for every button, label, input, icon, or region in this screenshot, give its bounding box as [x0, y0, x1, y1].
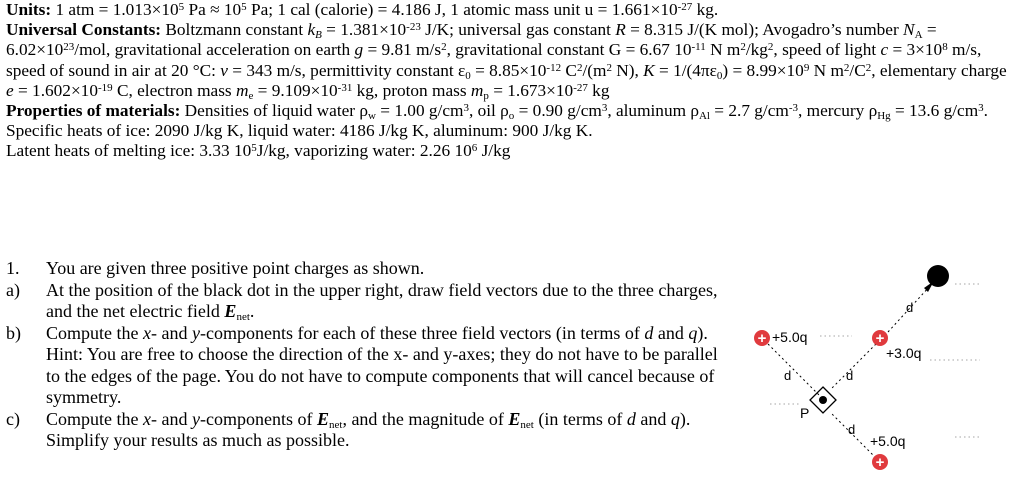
- charge-bottom-plus: +: [875, 454, 885, 471]
- part-c-label: c): [6, 408, 20, 429]
- charge-right-plus: +: [875, 330, 885, 347]
- materials-paragraph: Properties of materials: Densities of liquid water $\rho_w = 1.00$ $g/cm^3$, oil $\rho_o = 0.90$ $g/cm^3$, aluminum $\rho_{Al} = 2.7$ $g/cm^{-3}$, mercury $\rho_{Hg} = 13.6$ $g/cm^3$. Specific heats of ice: 2090 J/kg K, liquid water: 4186 J/kg K, aluminum: 900 J/kg K.: [6, 101, 988, 141]
- charge-left-plus: +: [757, 330, 767, 347]
- units-line: Units: 1 atm = $1.013\times 10^5$ $Pa \approx 10^5$ Pa; 1 cal (calorie) = 4.186 J, 1 atomic mass unit $u = 1.661\times 10^{-27}$ kg.: [6, 0, 719, 19]
- part-b-label: b): [6, 322, 21, 343]
- part-b: [6, 323, 736, 409]
- latent-heats-line: Latent heats of melting ice: 3.33 $10^5J/kg$, vaporizing water: 2.26 $10^6$ J/kg: [6, 141, 511, 161]
- distance-label-bottom: d: [848, 422, 856, 437]
- problem-number: 1.: [6, 258, 20, 278]
- charge-diagram: [740, 250, 1024, 488]
- part-c: [6, 409, 736, 452]
- distance-label-left: d: [784, 368, 792, 383]
- reference-header: [6, 0, 1016, 162]
- charge-right-label: +3.0q: [886, 345, 922, 361]
- field-point-dot: [927, 265, 949, 287]
- part-a-label: a): [6, 279, 20, 300]
- point-p-dot: [819, 396, 827, 404]
- charge-right: [872, 330, 921, 361]
- problem-intro-text: You are given three positive point charges as shown.: [46, 258, 425, 278]
- point-p-label: P: [800, 405, 810, 421]
- problem-1: [6, 258, 736, 452]
- line-right-to-p: [830, 344, 876, 390]
- distance-label-right: d: [846, 368, 854, 383]
- part-a-text: At the position of the black dot in the upper right, draw field vectors due to the three charges, and the net electric field $E_{net}$.: [46, 279, 718, 323]
- constants-label: Universal Constants:: [6, 20, 162, 40]
- charge-left-label: +5.0q: [772, 329, 808, 345]
- part-a: [6, 280, 736, 323]
- line-left-to-p: [768, 344, 823, 399]
- part-c-text: Compute the x- and y-components of $E_{net}$, and the magnitude of $E_{net}$ (in terms of d and q). Simplify your results as much as possible.: [46, 408, 691, 450]
- problem-intro: [6, 258, 736, 280]
- constants-paragraph: Universal Constants: Boltzmann constant $k_B = 1.381\times 10^{-23}$ J/K; universal gas constant R = 8.315 J/(K mol); Avogadro’s number $N_A = 6.02\times 10^{23}/mol$, gravitational acceleration on earth g = 9.81 $m/s^2$, gravitational constant G = 6.67 $10^{-11}$ N $m^2/kg^2$, speed of light $c = 3\times 10^8$ m/s, speed of sound in air at 20 °C: v = 343 m/s, permittivity constant $\varepsilon_0 = 8.85\times 10^{-12}$ $C^2/(m^2$ N), $K = 1/(4\pi\varepsilon_0) = 8.99\times 10^9$ N $m^2/C^2$, elementary charge $e = 1.602\times 10^{-19}$ C, electron mass $m_e = 9.109\times 10^{-31}$ kg, proton mass $m_p = 1.673\times 10^{-27}$ kg: [6, 20, 1007, 102]
- charge-bottom-label: +5.0q: [870, 433, 906, 449]
- units-label: Units:: [6, 0, 52, 19]
- materials-label: Properties of materials:: [6, 101, 181, 121]
- charge-left: [754, 329, 807, 347]
- charge-bottom: [870, 433, 905, 471]
- part-b-text: Compute the x- and y-components for each of these three field vectors (in terms of d and q). Hint: You are free to choose the direction of the x- and y-axes; they do not have to be parallel to the edges of the page. You do not have to compute components that will cancel because of symmetry.: [46, 322, 718, 407]
- distance-label-dot: d: [906, 300, 914, 315]
